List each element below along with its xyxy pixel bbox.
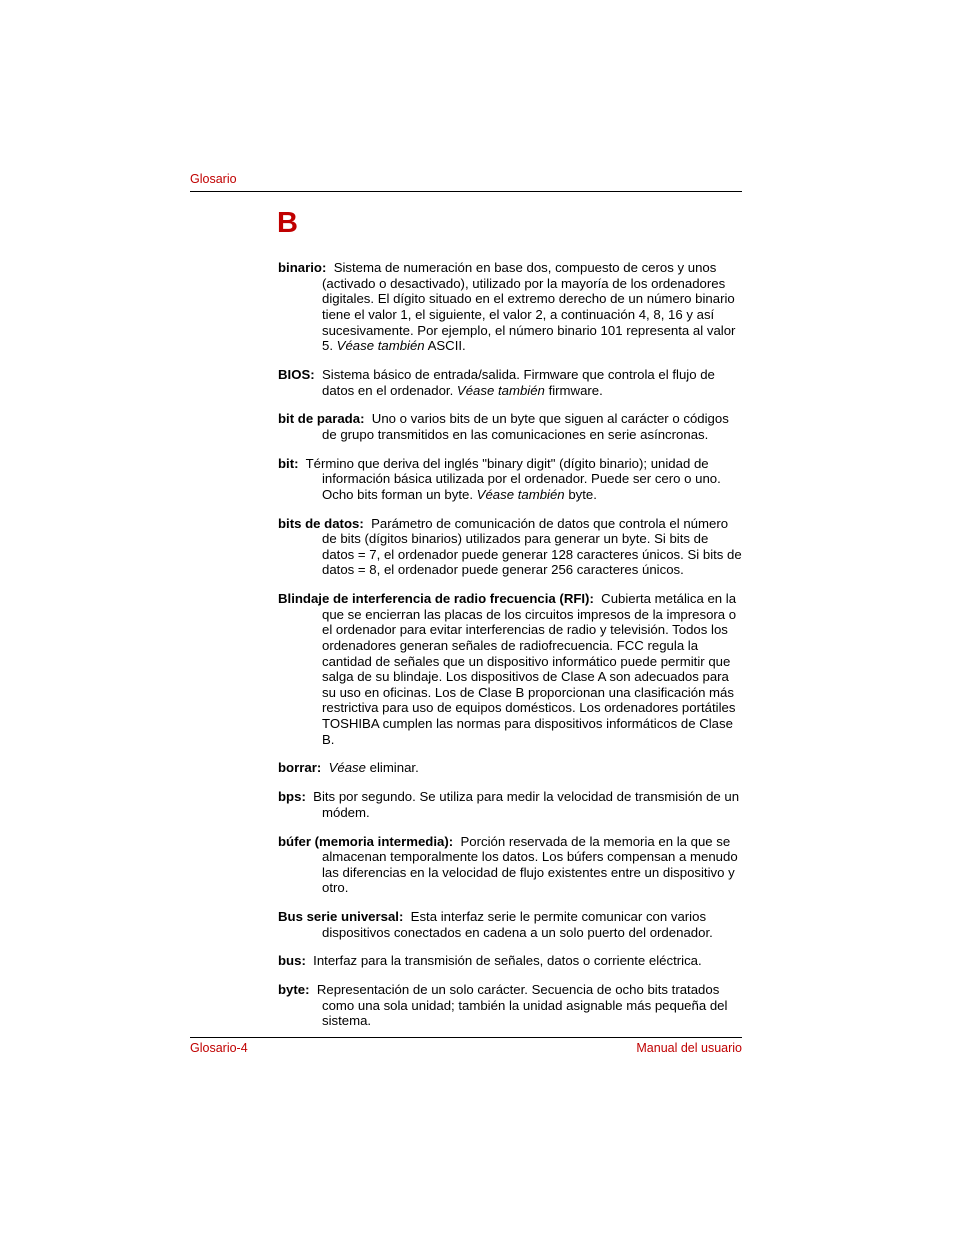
glossary-entry (278, 516, 742, 578)
entry-see-also: Véase también (456, 382, 545, 398)
entry-definition: Interfaz para la transmisión de señales, datos o corriente eléctrica. (313, 953, 702, 969)
glossary-entry (278, 591, 742, 747)
entry-term: Bus serie universal: (278, 909, 404, 925)
manual-title: Manual del usuario (636, 1041, 742, 1055)
header-rule (190, 191, 742, 192)
entry-term: bit de parada: (278, 411, 365, 427)
glossary-entry (278, 760, 742, 776)
entry-definition: Parámetro de comunicación de datos que controla el número de bits (dígitos binarios) utilizados para generar un byte. Si bits de datos = 7, el ordenador puede generar 128 caracteres únicos. Si bits de datos = 8, el ordenador puede generar 256 caracteres únicos. (322, 515, 742, 578)
entry-definition: Porción reservada de la memoria en la que se almacenan temporalmente los datos. Los búfers compensan a menudo las diferencias en la velocidad de flujo existentes entre un dispositivo y otro. (322, 833, 738, 896)
entry-definition: Representación de un solo carácter. Secuencia de ocho bits tratados como una sola unidad; también la unidad asignable más pequeña del sistema. (316, 982, 728, 1029)
glossary-entry (278, 789, 742, 820)
entry-term: Blindaje de interferencia de radio frecuencia (RFI): (278, 591, 594, 607)
entry-reference: ASCII. (424, 338, 466, 354)
glossary-entry (278, 260, 742, 354)
glossary-entry (278, 909, 742, 940)
glossary-entry (278, 456, 742, 503)
entry-see-also: Véase (328, 760, 366, 776)
entry-definition: Sistema básico de entrada/salida. Firmware que controla el flujo de datos en el ordenador. (321, 366, 715, 398)
entry-reference: eliminar. (365, 760, 419, 776)
entry-term: bus: (278, 953, 306, 969)
glossary-entry (278, 982, 742, 1029)
entry-definition: Término que deriva del inglés "binary digit" (dígito binario); unidad de información básica utilizada por el ordenador. Puede ser cero o uno. Ocho bits forman un byte. (305, 455, 721, 502)
footer-rule (190, 1037, 742, 1038)
entry-reference: byte. (564, 486, 597, 502)
section-letter: B (277, 207, 298, 239)
entry-see-also: Véase también (336, 338, 425, 354)
entry-definition: Sistema de numeración en base dos, compuesto de ceros y unos (activado o desactivado), utilizado por la mayoría de los ordenadores digitales. El dígito situado en el extremo derecho de un número binario tiene el valor 1, el siguiente, el valor 2, a continuación 4, 8, 16 y así sucesivamente. Por ejemplo, el número binario 101 representa al valor 5. (322, 260, 736, 354)
running-header: Glosario (190, 172, 237, 186)
entry-term: byte: (278, 982, 310, 998)
entry-term: bit: (278, 455, 299, 471)
entry-term: borrar: (278, 760, 322, 776)
page-number: Glosario-4 (190, 1041, 248, 1055)
entry-see-also: Véase también (476, 486, 565, 502)
glossary-entry (278, 834, 742, 896)
entry-term: bps: (278, 789, 306, 805)
entry-definition: Cubierta metálica en la que se encierran las placas de los circuitos impresos de la impresora o el ordenador para evitar interferencias de radio y televisión. Todos los ordenadores generan señales de radiofrecuencia. FCC regula la cantidad de señales que un dispositivo informático puede permitir que salga de su blindaje. Los dispositivos de Clase A son adecuados para su uso en oficinas. Los de Clase B proporcionan una clasificación más restrictiva para uso de equipos domésticos. Los ordenadores portátiles TOSHIBA cumplen las normas para dispositivos informáticos de Clase B. (322, 591, 737, 747)
entry-definition: Bits por segundo. Se utiliza para medir la velocidad de transmisión de un módem. (313, 789, 740, 820)
glossary-entry (278, 953, 742, 969)
entry-term: bits de datos: (278, 515, 364, 531)
glossary-entry (278, 411, 742, 442)
entry-term: binario: (278, 260, 327, 276)
entry-definition: Uno o varios bits de un byte que siguen al carácter o códigos de grupo transmitidos en las comunicaciones en serie asíncronas. (322, 411, 729, 442)
glossary-entry (278, 367, 742, 398)
entry-term: BIOS: (278, 366, 315, 382)
entry-term: búfer (memoria intermedia): (278, 833, 454, 849)
glossary-entries (278, 247, 742, 1033)
entry-definition: Esta interfaz serie le permite comunicar con varios dispositivos conectados en cadena a un solo puerto del ordenador. (322, 909, 713, 940)
entry-reference: firmware. (544, 382, 603, 398)
